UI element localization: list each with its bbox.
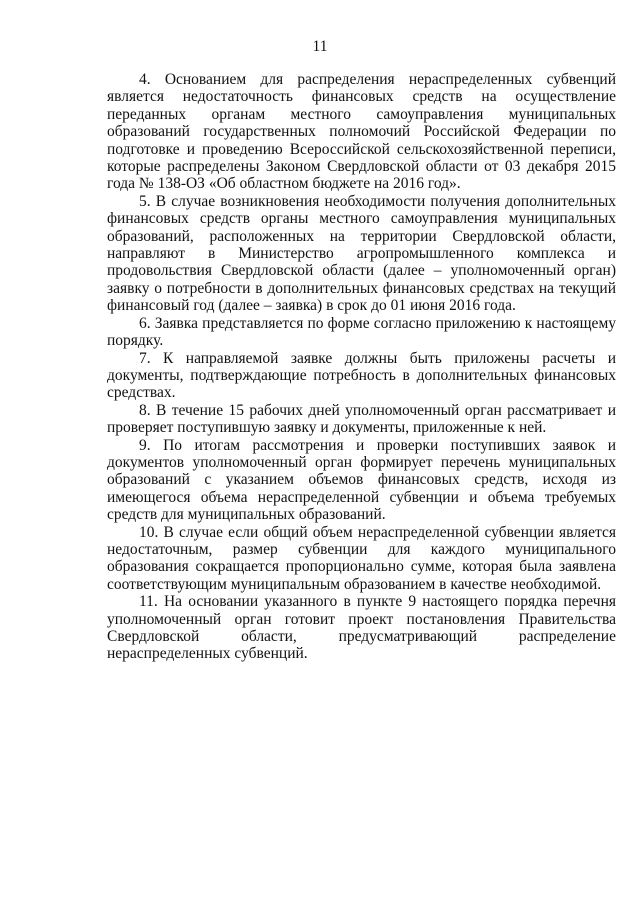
paragraph-4: 4. Основанием для распределения нераспределенных субвенций является недостаточность финансовых средств на осуществление переданных органам местного самоуправления муниципальных образований государственных полномочий Российской Федерации по подготовке и проведению Всероссийской сельскохозяйственной переписи, которые распределены Законом Свердловской области от 03 декабря 2015 года № 138-ОЗ «Об областном бюджете на 2016 год».	[107, 71, 616, 193]
paragraph-9: 9. По итогам рассмотрения и проверки поступивших заявок и документов уполномоченный орган формирует перечень муниципальных образований с указанием объемов финансовых средств, исходя из имеющегося объема нераспределенной субвенции и объема требуемых средств для муниципальных образований.	[107, 436, 616, 524]
paragraph-6: 6. Заявка представляется по форме согласно приложению к настоящему порядку.	[107, 314, 616, 350]
paragraph-7: 7. К направляемой заявке должны быть приложены расчеты и документы, подтверждающие потребность в дополнительных финансовых средствах.	[107, 349, 616, 402]
paragraph-10: 10. В случае если общий объем нераспределенной субвенции является недостаточным, размер субвенции для каждого муниципального образования сокращается пропорционально сумме, которая была заявлена соответствующим муниципальным образованием в качестве необходимой.	[107, 523, 616, 593]
paragraph-8: 8. В течение 15 рабочих дней уполномоченный орган рассматривает и проверяет поступившую заявку и документы, приложенные к ней.	[107, 401, 616, 437]
paragraph-11: 11. На основании указанного в пункте 9 настоящего порядка перечня уполномоченный орган готовит проект постановления Правительства Свердловской области, предусматривающий распределение нераспределенных субвенций.	[107, 593, 616, 663]
paragraph-5: 5. В случае возникновения необходимости получения дополнительных финансовых средств органы местного самоуправления муниципальных образований, расположенных на территории Свердловской области, направляют в Министерство агропромышленного комплекса и продовольствия Свердловской области (далее – уполномоченный орган) заявку о потребности в дополнительных финансовых средствах на текущий финансовый год (далее – заявка) в срок до 01 июня 2016 года.	[107, 192, 616, 315]
document-body	[107, 71, 616, 663]
page-number: 11	[312, 38, 328, 55]
